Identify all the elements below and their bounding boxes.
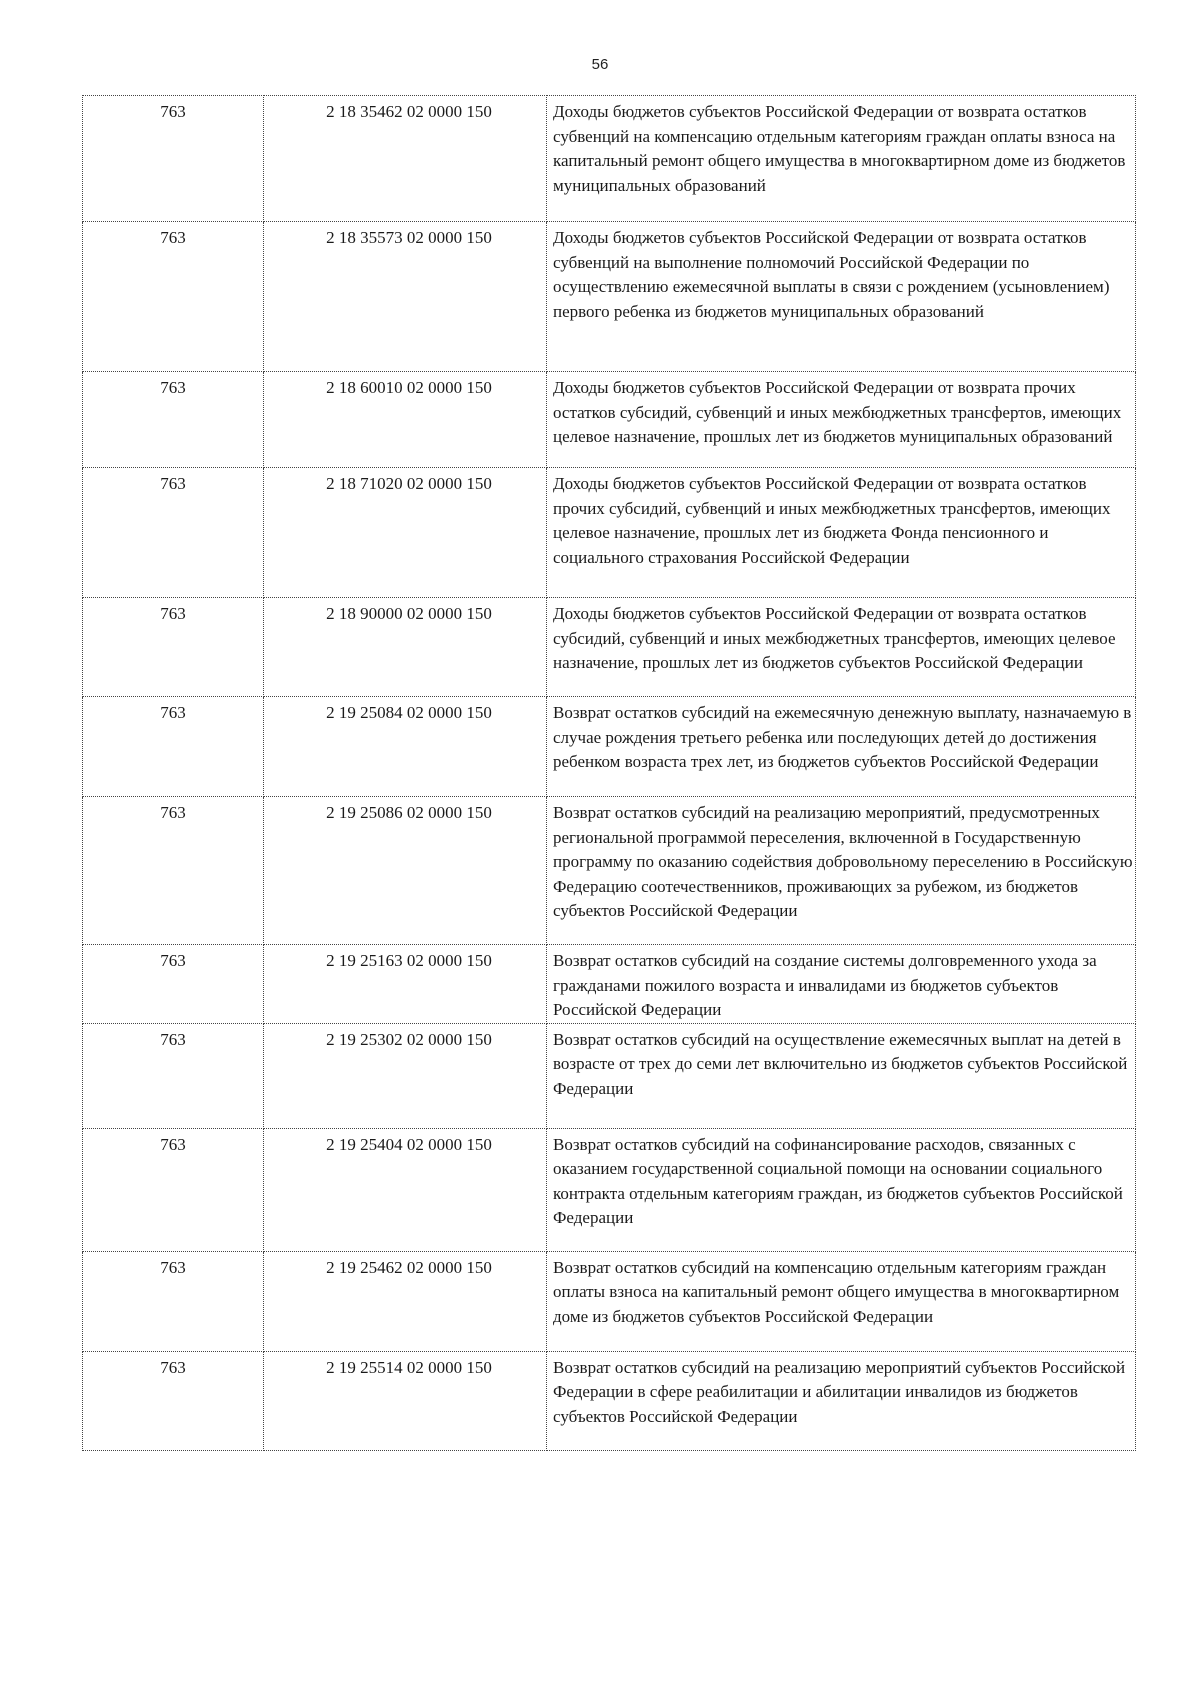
admin-code-cell: 763 — [83, 96, 264, 222]
budget-code-cell: 2 19 25302 02 0000 150 — [264, 1023, 547, 1128]
description-cell: Возврат остатков субсидий на реализацию мероприятий, предусмотренных региональной программой переселения, включенной в Государственную программу по оказанию содействия добровольному переселению в Российскую Федерацию соотечественников, проживающих за рубежом, из бюджетов субъектов Российской Федерации — [547, 797, 1136, 945]
description-cell: Возврат остатков субсидий на осуществление ежемесячных выплат на детей в возрасте от трех до семи лет включительно из бюджетов субъектов Российской Федерации — [547, 1023, 1136, 1128]
description-cell: Возврат остатков субсидий на компенсацию отдельным категориям граждан оплаты взноса на капитальный ремонт общего имущества в многоквартирном доме из бюджетов субъектов Российской Федерации — [547, 1251, 1136, 1351]
table-row — [83, 468, 1136, 598]
admin-code-cell: 763 — [83, 945, 264, 1024]
budget-code-cell: 2 18 71020 02 0000 150 — [264, 468, 547, 598]
description-cell: Доходы бюджетов субъектов Российской Федерации от возврата прочих остатков субсидий, субвенций и иных межбюджетных трансфертов, имеющих целевое назначение, прошлых лет из бюджетов муниципальных образований — [547, 372, 1136, 468]
admin-code-cell: 763 — [83, 1128, 264, 1251]
budget-code-cell: 2 19 25086 02 0000 150 — [264, 797, 547, 945]
table-row — [83, 598, 1136, 697]
description-cell: Возврат остатков субсидий на софинансирование расходов, связанных с оказанием государственной социальной помощи на основании социального контракта отдельным категориям граждан, из бюджетов субъектов Российской Федерации — [547, 1128, 1136, 1251]
table-row — [83, 1128, 1136, 1251]
budget-code-cell: 2 19 25163 02 0000 150 — [264, 945, 547, 1024]
admin-code-cell: 763 — [83, 1351, 264, 1450]
budget-code-cell: 2 18 35573 02 0000 150 — [264, 222, 547, 372]
budget-code-cell: 2 19 25084 02 0000 150 — [264, 697, 547, 797]
admin-code-cell: 763 — [83, 468, 264, 598]
budget-code-cell: 2 19 25404 02 0000 150 — [264, 1128, 547, 1251]
admin-code-cell: 763 — [83, 222, 264, 372]
admin-code-cell: 763 — [83, 1023, 264, 1128]
table-row — [83, 1023, 1136, 1128]
description-cell: Возврат остатков субсидий на ежемесячную денежную выплату, назначаемую в случае рождения третьего ребенка или последующих детей до достижения ребенком возраста трех лет, из бюджетов субъектов Российской Федерации — [547, 697, 1136, 797]
table-row — [83, 945, 1136, 1024]
table-row — [83, 372, 1136, 468]
budget-code-cell: 2 19 25462 02 0000 150 — [264, 1251, 547, 1351]
table-row — [83, 797, 1136, 945]
description-cell: Доходы бюджетов субъектов Российской Федерации от возврата остатков субсидий, субвенций и иных межбюджетных трансфертов, имеющих целевое назначение, прошлых лет из бюджетов субъектов Российской Федерации — [547, 598, 1136, 697]
description-cell: Доходы бюджетов субъектов Российской Федерации от возврата остатков субвенций на компенсацию отдельным категориям граждан оплаты взноса на капитальный ремонт общего имущества в многоквартирном доме из бюджетов муниципальных образований — [547, 96, 1136, 222]
budget-code-cell: 2 18 35462 02 0000 150 — [264, 96, 547, 222]
table-row — [83, 96, 1136, 222]
page-number: 56 — [591, 56, 609, 73]
admin-code-cell: 763 — [83, 697, 264, 797]
admin-code-cell: 763 — [83, 1251, 264, 1351]
table-row — [83, 1351, 1136, 1450]
budget-code-cell: 2 18 90000 02 0000 150 — [264, 598, 547, 697]
description-cell: Доходы бюджетов субъектов Российской Федерации от возврата остатков прочих субсидий, субвенций и иных межбюджетных трансфертов, имеющих целевое назначение, прошлых лет из бюджета Фонда пенсионного и социального страхования Российской Федерации — [547, 468, 1136, 598]
budget-code-cell: 2 19 25514 02 0000 150 — [264, 1351, 547, 1450]
revenue-codes-table — [82, 95, 1136, 1451]
admin-code-cell: 763 — [83, 797, 264, 945]
admin-code-cell: 763 — [83, 372, 264, 468]
table-row — [83, 1251, 1136, 1351]
table-row — [83, 222, 1136, 372]
budget-code-cell: 2 18 60010 02 0000 150 — [264, 372, 547, 468]
table-row — [83, 697, 1136, 797]
description-cell: Доходы бюджетов субъектов Российской Федерации от возврата остатков субвенций на выполнение полномочий Российской Федерации по осуществлению ежемесячной выплаты в связи с рождением (усыновлением) первого ребенка из бюджетов муниципальных образований — [547, 222, 1136, 372]
description-cell: Возврат остатков субсидий на реализацию мероприятий субъектов Российской Федерации в сфере реабилитации и абилитации инвалидов из бюджетов субъектов Российской Федерации — [547, 1351, 1136, 1450]
admin-code-cell: 763 — [83, 598, 264, 697]
description-cell: Возврат остатков субсидий на создание системы долговременного ухода за гражданами пожилого возраста и инвалидами из бюджетов субъектов Российской Федерации — [547, 945, 1136, 1024]
